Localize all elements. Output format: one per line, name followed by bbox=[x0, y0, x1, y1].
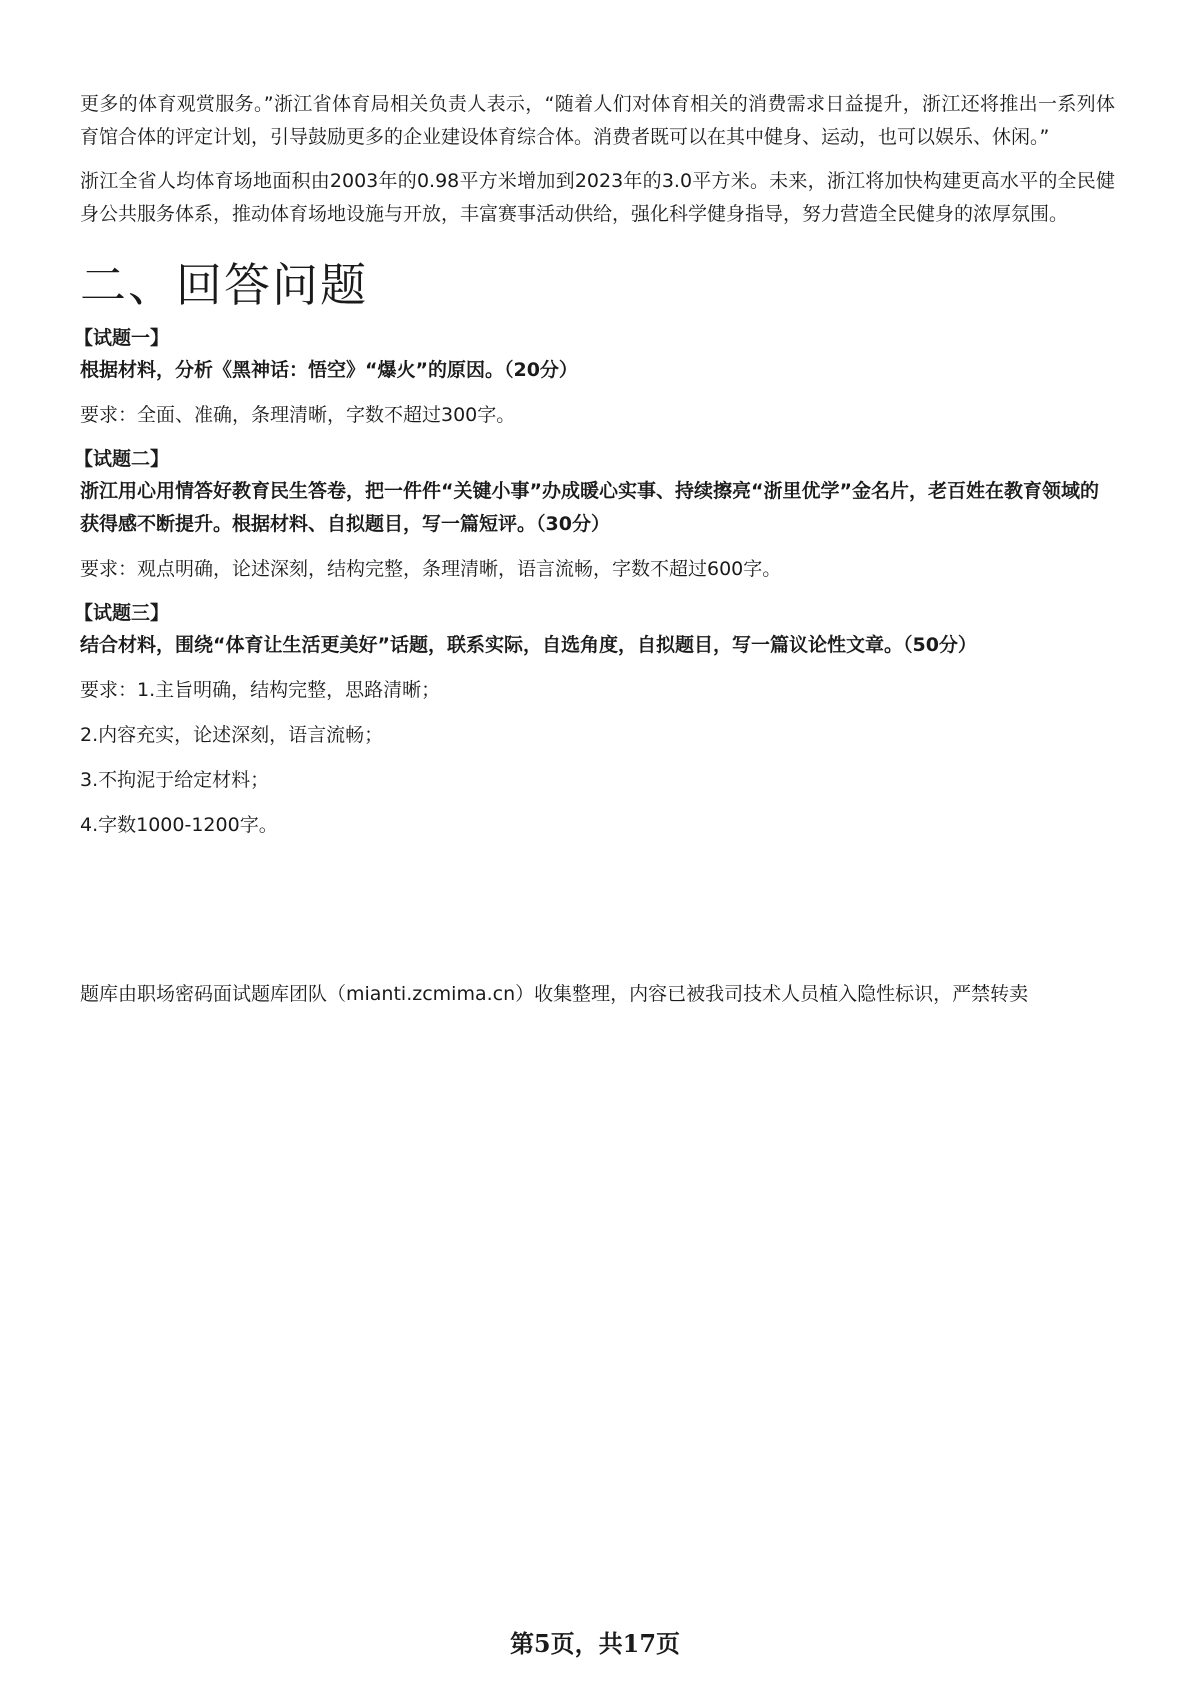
material-paragraph-1: 更多的体育观赏服务。”浙江省体育局相关负责人表示，“随着人们对体育相关的消费需求日益提升，浙江还将推出一系列体育馆合体的评定计划，引导鼓励更多的企业建设体育综合体。消费者既可以在其中健身、运动，也可以娱乐、休闲。” bbox=[80, 93, 1115, 148]
question-3-requirement-3: 3.不拘泥于给定材料； bbox=[80, 769, 270, 791]
question-2-requirement: 要求：观点明确，论述深刻，结构完整，条理清晰，语言流畅，字数不超过600字。 bbox=[80, 558, 782, 580]
material-paragraph-2: 浙江全省人均体育场地面积由2003年的0.98平方米增加到2023年的3.0平方米。未来，浙江将加快构建更高水平的全民健身公共服务体系，推动体育场地设施与开放，丰富赛事活动供给，强化科学健身指导，努力营造全民健身的浓厚氛围。 bbox=[80, 170, 1115, 225]
question-2-label: 【试题二】 bbox=[74, 448, 170, 470]
page-number: 第5页，共17页 bbox=[509, 1629, 681, 1658]
question-2 bbox=[74, 444, 1115, 586]
question-3-requirement-4: 4.字数1000-1200字。 bbox=[80, 814, 278, 836]
question-1 bbox=[74, 323, 1115, 432]
question-1-requirement: 要求：全面、准确，条理清晰，字数不超过300字。 bbox=[80, 404, 516, 426]
question-2-body: 浙江用心用情答好教育民生答卷，把一件件“关键小事”办成暖心实事、持续擦亮“浙里优学”金名片，老百姓在教育领域的获得感不断提升。根据材料、自拟题目，写一篇短评。（30分） bbox=[80, 480, 1099, 535]
question-3-requirement-1: 要求：1.主旨明确，结构完整，思路清晰； bbox=[80, 679, 441, 701]
question-1-body: 根据材料，分析《黑神话：悟空》“爆火”的原因。（20分） bbox=[80, 359, 578, 381]
question-1-label: 【试题一】 bbox=[74, 327, 170, 349]
question-3-requirement-2: 2.内容充实，论述深刻，语言流畅； bbox=[80, 724, 384, 746]
footer-note: 题库由职场密码面试题库团队（mianti.zcmima.cn）收集整理，内容已被我司技术人员植入隐性标识，严禁转卖 bbox=[80, 983, 1029, 1005]
section-heading: 二、回答问题 bbox=[80, 258, 368, 312]
question-3-label: 【试题三】 bbox=[74, 602, 170, 624]
question-3 bbox=[74, 598, 1115, 842]
question-3-body: 结合材料，围绕“体育让生活更美好”话题，联系实际，自选角度，自拟题目，写一篇议论性文章。（50分） bbox=[80, 634, 977, 656]
page-content bbox=[74, 88, 1115, 854]
